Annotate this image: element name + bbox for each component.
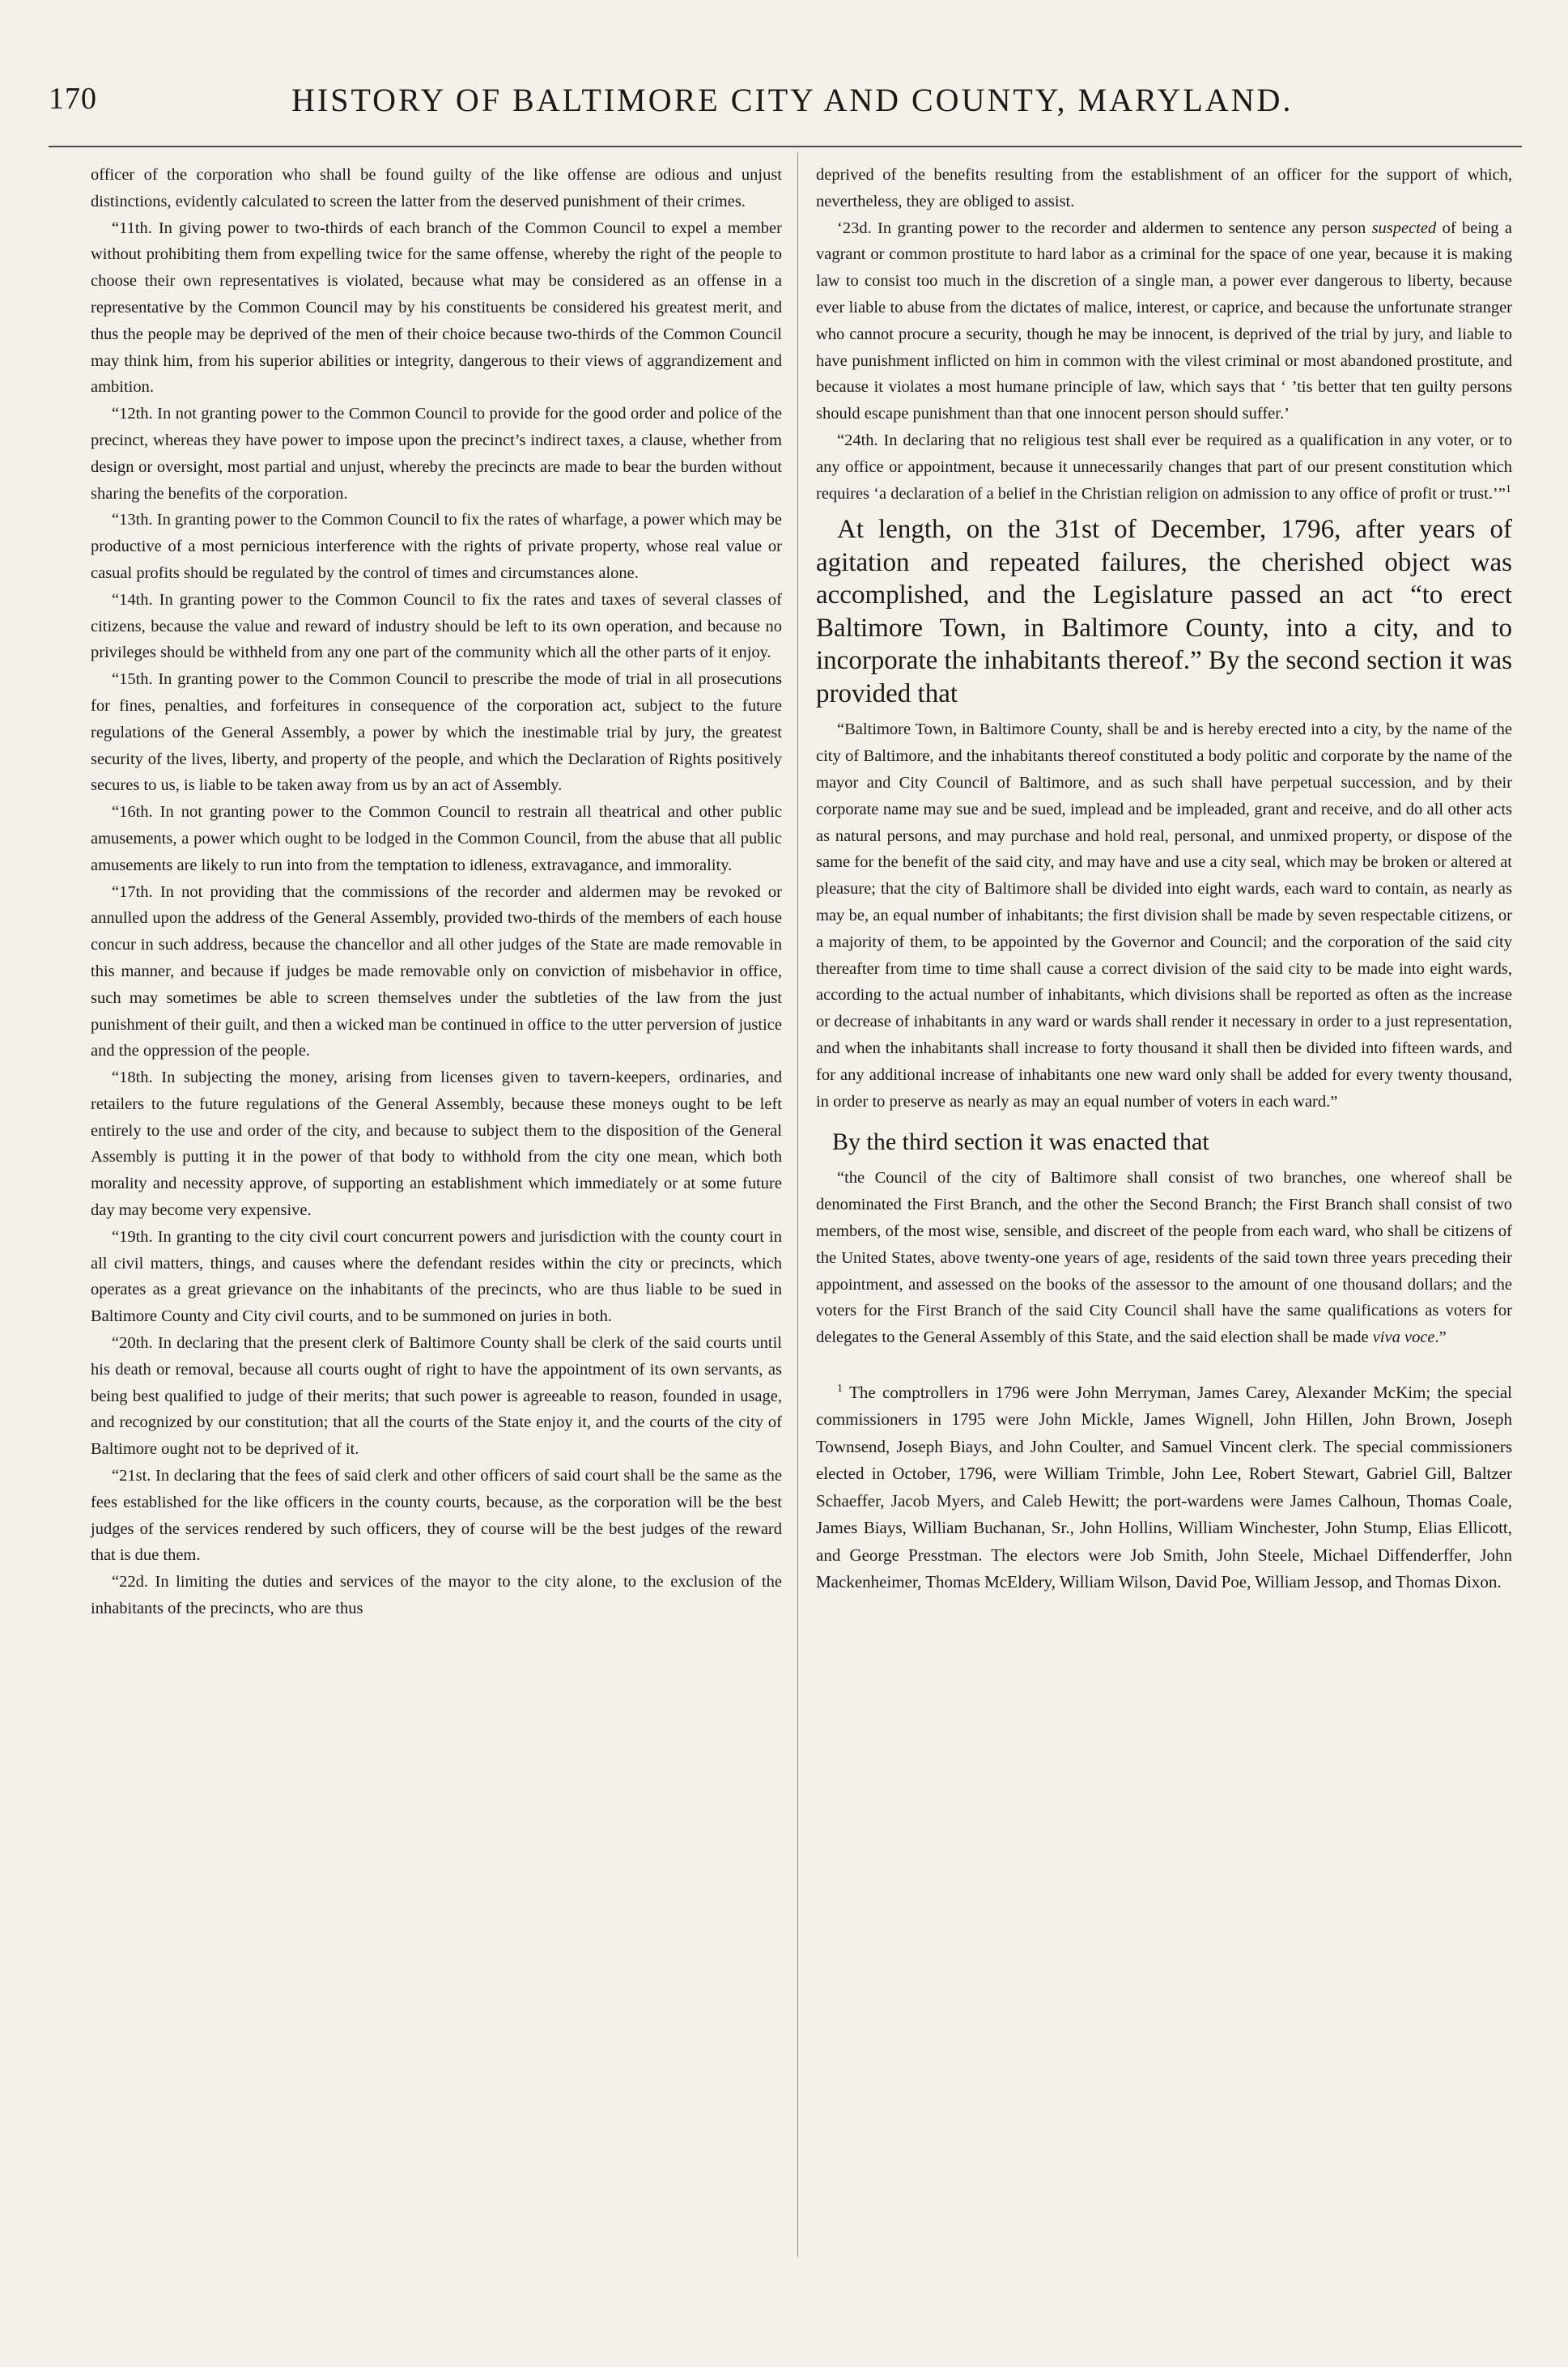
paragraph-12th: “12th. In not granting power to the Common Council to provide for the good order and police of the precinct, whereas they have power to impose upon the precinct’s indirect taxes, a clause, whether from design or oversight, most partial and unjust, whereby the precincts are made to bear the burden without sharing the benefits of the corporation. xyxy=(91,405,782,503)
text-run: “24th. In declaring that no religious test shall ever be required as a qualification in any voter, or to any office or appointment, because it unnecessarily changes that part of our present constitution which requires ‘a declaration of a belief in the Christian religion on admission to any office of profit or trust.’” xyxy=(816,431,1512,503)
text-run: ‘23d. In granting power to the recorder and aldermen to sentence any person xyxy=(837,219,1372,237)
narrative-paragraph: At length, on the 31st of December, 1796, after years of agitation and repeated failures, the cherished object was accomplished, and the Legislature passed an act “to erect Baltimore Town, in Baltimore County, into a city, and to incorporate the inhabitants thereof.” By the second section it was provided that xyxy=(816,515,1512,708)
paragraph-19th: “19th. In granting to the city civil court concurrent powers and jurisdiction with the county court in all civil matters, things, and causes where the defendant resides within the city or precincts, which operates as a great grievance on the inhabitants of the precincts, who are thus liable to be sued in Baltimore County and City civil courts, and to be summoned on juries in both. xyxy=(91,1227,782,1326)
narrative-paragraph-third-section: By the third section it was enacted that xyxy=(832,1128,1209,1156)
paragraph-22d: “22d. In limiting the duties and services of the mayor to the city alone, to the exclusion of the inhabitants of the precincts, who are thus xyxy=(91,1573,782,1618)
header-rule xyxy=(49,146,1522,147)
italic-text: viva voce xyxy=(1372,1328,1435,1347)
paragraph-13th: “13th. In granting power to the Common Council to fix the rates of wharfage, a power which may be productive of a most pernicious interference with the rights of private property, whose real value or casual profits should be regulated by the control of times and circumstances alone. xyxy=(91,511,782,582)
text-run: of being a vagrant or common prostitute to hard labor as a criminal for the space of one year, because it is making law to consist too much in the discretion of a single man, a power ever dangerous to liberty, because ever liable to abuse from the dictates of malice, interest, or caprice, and because the unfortunate stranger who cannot procure a security, though he may be innocent, is deprived of the trial by jury, and liable to have punishment inflicted on him in common with the vilest criminal or most abandoned prostitute, and because it violates a most humane principle of law, which says that ‘ ’tis better that ten guilty persons should escape punishment than that one innocent person should suffer.’ xyxy=(816,219,1512,423)
running-title: HISTORY OF BALTIMORE CITY AND COUNTY, MARYLAND. xyxy=(291,82,1294,118)
paragraph-14th: “14th. In granting power to the Common Council to fix the rates and taxes of several classes of citizens, because the value and reward of industry should be left to its own operation, and because no privileges should be withheld from any one part of the community which all the other parts of it enjoy. xyxy=(91,590,782,662)
column-divider xyxy=(797,152,798,2257)
footnote-separator xyxy=(816,1367,978,1368)
paragraph-15th: “15th. In granting power to the Common Council to prescribe the mode of trial in all prosecutions for fines, penalties, and forfeitures in consequence of the corporation act, subject to the future regulations of the General Assembly, a power by which the inestimable trial by jury, the greatest security of the lives, liberty, and property of the people, and which the Declaration of Rights positively secures to us, is liable to be taken away from us by an act of Assembly. xyxy=(91,670,782,795)
paragraph-16th: “16th. In not granting power to the Common Council to restrain all theatrical and other public amusements, a power which ought to be lodged in the Common Council, from the abuse that all public amusements are likely to run into from the temptation to idleness, extravagance, and immorality. xyxy=(91,803,782,874)
page-header xyxy=(49,81,1344,130)
paragraph: officer of the corporation who shall be found guilty of the like offense are odious and unjust distinctions, evidently calculated to screen the latter from the deserved punishment of their crimes. xyxy=(91,166,782,210)
left-column xyxy=(91,162,782,1622)
footnote-mark: 1 xyxy=(837,1382,843,1395)
paragraph-24th xyxy=(816,427,1512,507)
paragraph-continued: deprived of the benefits resulting from the establishment of an officer for the support of which, nevertheless, they are obliged to assist. xyxy=(816,166,1512,210)
paragraph-21st: “21st. In declaring that the fees of said clerk and other officers of said court shall be the same as the fees established for the like officers in the county courts, because, as the corporation will be the best judges of the services rendered by such officers, they of course will be the best judges of the reward that is due them. xyxy=(91,1467,782,1565)
paragraph-18th: “18th. In subjecting the money, arising from licenses given to tavern-keepers, ordinaries, and retailers to the future regulations of the General Assembly, because these moneys ought to be left entirely to the use and order of the city, and because to subject them to the disposition of the General Assembly is putting it in the power of that body to withhold from the city one mean, which both morality and necessity approve, of supporting an establishment which immediately or at some future day may become very expensive. xyxy=(91,1069,782,1220)
paragraph-20th: “20th. In declaring that the present clerk of Baltimore County shall be clerk of the said courts until his death or removal, because all courts ought of right to have the appointment of its own servants, as being best qualified to judge of their merits; that such power is agreeable to reason, founded in usage, and recognized by our constitution; that all the courts of the State enjoy it, and the courts of the city of Baltimore ought not to be deprived of it. xyxy=(91,1334,782,1459)
italic-text: suspected xyxy=(1371,219,1437,237)
page-number: 170 xyxy=(49,82,97,116)
text-run: “the Council of the city of Baltimore shall consist of two branches, one whereof shall be denominated the First Branch, and the other the Second Branch; the First Branch shall consist of two members, of the most wise, sensible, and discreet of the people from each ward, who shall be citizens of the United States, above twenty-one years of age, residents of the said town three years preceding their appointment, and assessed on the books of the assessor to the amount of one thousand dollars; and the voters for the First Branch of the said City Council shall have the same qualifications as voters for delegates to the General Assembly of this State, and the said election shall be made xyxy=(816,1169,1512,1347)
right-column xyxy=(816,162,1512,1596)
paragraph-17th: “17th. In not providing that the commissions of the recorder and aldermen may be revoked or annulled upon the address of the General Assembly, provided two-thirds of the members of each house concur in such address, because the chancellor and all other judges of the State are made removable in this manner, and because if judges be made removable only on conviction of misbehavior in office, such may sometimes be able to screen themselves under the subtleties of the law from the just punishment of their guilt, and then a wicked man be continued in office to the utter perversion of justice and the oppression of the people. xyxy=(91,882,782,1060)
quoted-statute-second-section: “Baltimore Town, in Baltimore County, shall be and is hereby erected into a city, by the name of the city of Baltimore, and the inhabitants thereof constituted a body politic and corporate by the name of the mayor and City Council of Baltimore, and as such shall have perpetual succession, and by their corporate name may sue and be sued, implead and be impleaded, grant and receive, and do all other acts as natural persons, and may purchase and hold real, personal, and unmixed property, or dispose of the same for the benefit of the said city, and may have and use a city seal, which may be broken or altered at pleasure; that the city of Baltimore shall be divided into eight wards, each ward to contain, as nearly as may be, an equal number of inhabitants; the first division shall be made by seven respectable citizens, or a majority of them, to be appointed by the Governor and Council; and the corporation of the said city thereafter from time to time shall cause a correct division of the said city to be made into eight wards, according to the actual number of inhabitants, which divisions shall be reported as often as the increase or decrease of inhabitants in any ward or wards shall render it necessary in order to a just representation, and when the inhabitants shall increase to forty thousand it shall then be divided into fifteen wards, and for any additional increase of inhabitants one new ward only shall be added for every twenty thousand, in order to preserve as nearly as may an equal number of voters in each ward.” xyxy=(816,720,1512,1111)
paragraph-11th: “11th. In giving power to two-thirds of each branch of the Common Council to expel a member without prohibiting them from expelling twice for the same offense, whereby the right of the people to choose their own representatives is violated, because what may be considered as an offense in a representative by the Common Council may by his constituents be considered his greatest merit, and thus the people may be deprived of the men of their choice because two-thirds of the Common Council may think him, from his superior abilities or integrity, dangerous to their views of aggrandizement and ambition. xyxy=(91,219,782,397)
text-run: .” xyxy=(1434,1328,1447,1347)
footnote xyxy=(816,1379,1512,1596)
footnote-reference: 1 xyxy=(1505,482,1511,495)
paragraph-23d xyxy=(816,215,1512,427)
footnote-text: The comptrollers in 1796 were John Merryman, James Carey, Alexander McKim; the special commissioners in 1795 were John Mickle, James Wignell, John Hillen, John Brown, Joseph Townsend, Joseph Biays, and John Coulter, and Samuel Vincent clerk. The special commissioners elected in October, 1796, were William Trimble, John Lee, Robert Stewart, Gabriel Gill, Baltzer Schaeffer, Jacob Myers, and Caleb Hewitt; the port-wardens were James Calhoun, Thomas Coale, James Biays, William Buchanan, Sr., John Hollins, William Winchester, John Stump, Elias Ellicott, and George Presstman. The electors were Job Smith, John Steele, Michael Diffenderffer, John Mackenheimer, Thomas McEldery, William Wilson, David Poe, William Jessop, and Thomas Dixon. xyxy=(816,1382,1512,1592)
quoted-statute-third-section xyxy=(816,1165,1512,1351)
